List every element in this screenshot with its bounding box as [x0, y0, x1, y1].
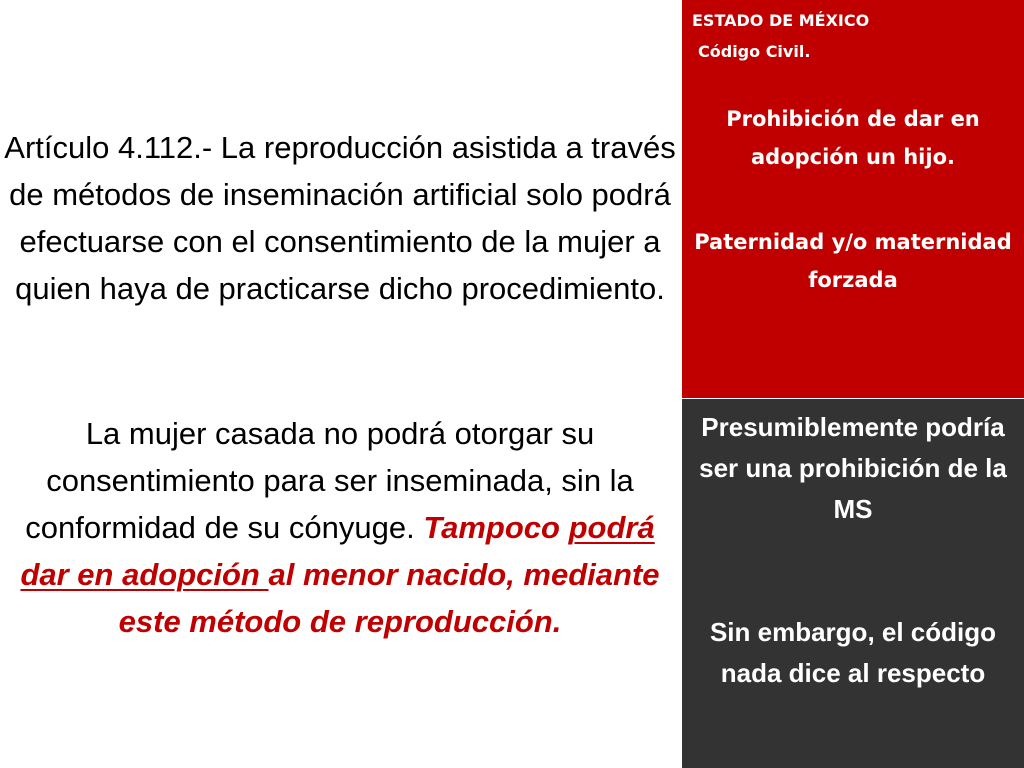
emphasis-underlined: podrá dar en adopción [20, 510, 655, 592]
presumption-text: Presumiblemente podría ser una prohibición de la MS [699, 412, 1007, 524]
emphasis-end: al menor nacido, mediante este método de reproducción. [118, 557, 660, 639]
article-plain-text: La mujer casada no podrá otorgar su consentimiento para ser inseminada, sin la conformidad de su cónyuge. [25, 416, 634, 545]
emphasis-start: Tampoco [423, 510, 569, 545]
sidebar-dark-panel [682, 399, 1024, 768]
prohibition-heading: Prohibición de dar en adopción un hijo. [726, 107, 980, 169]
parenthood-heading: Paternidad y/o maternidad forzada [694, 230, 1012, 292]
article-paragraph-continued [4, 410, 676, 645]
sidebar-red-panel [682, 0, 1024, 398]
article-paragraph: Artículo 4.112.- La reproducción asistida a través de métodos de inseminación artificial solo podrá efectuarse con el consentimiento de la mujer a quien haya de practicarse dicho procedimiento. [4, 130, 676, 306]
code-name: Código Civil. [698, 42, 811, 61]
however-text: Sin embargo, el código nada dice al respecto [709, 617, 997, 688]
state-name: ESTADO DE MÉXICO [692, 11, 870, 30]
